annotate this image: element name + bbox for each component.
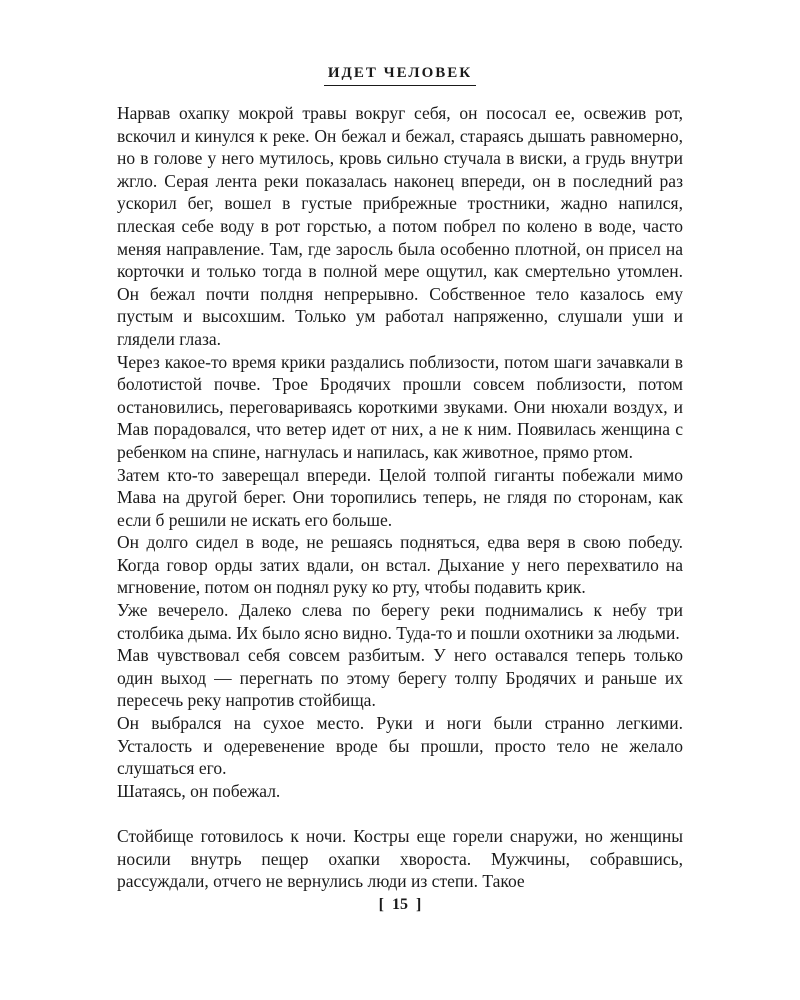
paragraph: Стойбище готовилось к ночи. Костры еще горели снаружи, но женщины носили внутрь пещер охапки хвороста. Мужчины, собравшись, рассуждали, отчего не вернулись люди из степи. Такое	[117, 826, 683, 892]
paragraph: Мав чувствовал себя совсем разбитым. У него оставался теперь только один выход — перегнать по этому берегу толпу Бродячих и раньше их пересечь реку напротив стойбища.	[117, 645, 683, 711]
folio-number: 15	[392, 896, 408, 913]
section-break	[117, 802, 683, 825]
paragraph: Шатаясь, он побежал.	[117, 780, 281, 801]
paragraph: Через какое-то время крики раздались поблизости, потом шаги зачавкали в болотистой почве. Трое Бродячих прошли совсем поблизости, потом остановились, переговариваясь короткими звуками. Они нюхали воздух, и Мав порадовался, что ветер идет от них, а не к ним. Появилась женщина с ребенком на спине, нагнулась и напилась, как животное, прямо ртом.	[117, 351, 683, 462]
running-header-title: ИДЕТ ЧЕЛОВЕК	[324, 65, 476, 86]
folio-right-bracket: ]	[416, 896, 422, 913]
paragraph: Он долго сидел в воде, не решаясь подняться, едва веря в свою победу. Когда говор орды затих вдали, он встал. Дыхание у него перехватило на мгновение, потом он поднял руку ко рту, чтобы подавить крик.	[117, 532, 683, 598]
page-number	[0, 896, 800, 914]
paragraph: Он выбрался на сухое место. Руки и ноги были странно легкими. Усталость и одеревенение вроде бы прошли, просто тело не желало слушаться его.	[117, 713, 683, 779]
body-text	[117, 102, 683, 893]
running-header	[0, 64, 800, 86]
paragraph: Уже вечерело. Далеко слева по берегу реки поднимались к небу три столбика дыма. Их было ясно видно. Туда-то и пошли охотники за людьми.	[117, 600, 683, 643]
folio-left-bracket: [	[378, 896, 384, 913]
paragraph: Нарвав охапку мокрой травы вокруг себя, он пососал ее, освежив рот, вскочил и кинулся к реке. Он бежал и бежал, стараясь дышать равномерно, но в голове у него мутилось, кровь сильно стучала в виски, а грудь внутри жгло. Серая лента реки показалась наконец впереди, он в последний раз ускорил бег, вошел в густые прибрежные тростники, жадно напился, плеская себе воду в рот горстью, а потом побрел по колено в воде, часто меняя направление. Там, где заросль была особенно плотной, он присел на корточки и только тогда в полной мере ощутил, как смертельно утомлен. Он бежал почти полдня непрерывно. Собственное тело казалось ему пустым и высохшим. Только ум работал напряженно, слушали уши и глядели глаза.	[117, 103, 683, 349]
paragraph: Затем кто-то заверещал впереди. Целой толпой гиганты побежали мимо Мава на другой берег. Они торопились теперь, не глядя по сторонам, как если б решили не искать его больше.	[117, 464, 683, 530]
